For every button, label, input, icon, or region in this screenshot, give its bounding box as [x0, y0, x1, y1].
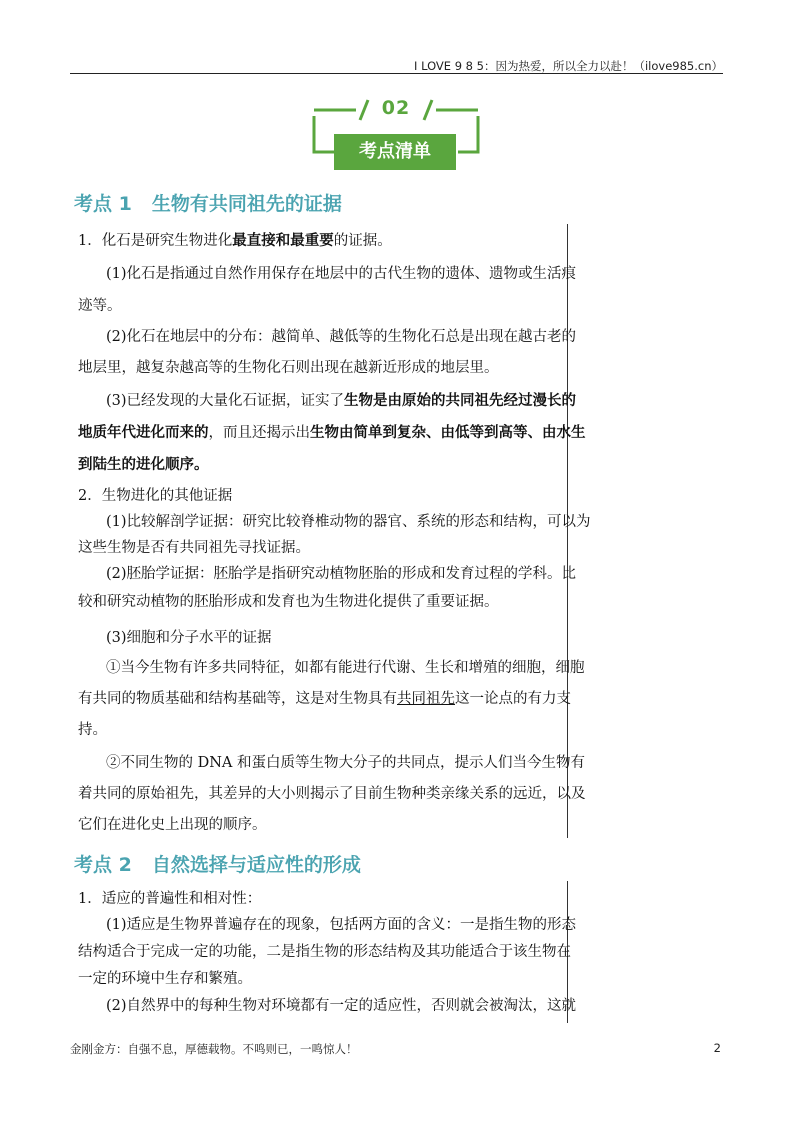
s1-line-11: 这些生物是否有共同祖先寻找证据。 [78, 540, 310, 556]
s1-line-20: 它们在进化史上出现的顺序。 [78, 817, 267, 833]
s1-line-2: (1)化石是指通过自然作用保存在地层中的古代生物的遗体、遗物或生活痕 [106, 266, 577, 282]
s1-line-7: 地质年代进化而来的，而且还揭示出生物由简单到复杂、由低等到高等、由水生 [78, 425, 586, 441]
s1-line-14: (3)细胞和分子水平的证据 [106, 630, 272, 646]
section-2-heading [74, 850, 361, 877]
s1-line-9: 2．生物进化的其他证据 [78, 488, 233, 504]
s1-line-5: 地层里，越复杂越高等的生物化石则出现在越新近形成的地层里。 [78, 360, 499, 376]
s2-line-1: 1．适应的普遍性和相对性： [78, 891, 262, 907]
s1-line-10: (1)比较解剖学证据：研究比较脊椎动物的器官、系统的形态和结构，可以为 [106, 514, 591, 530]
s1-line-17: 持。 [78, 722, 107, 738]
s1-line-12: (2)胚胎学证据：胚胎学是指研究动植物胚胎的形成和发育过程的学科。比 [106, 566, 577, 582]
s1-line-4: (2)化石在地层中的分布：越简单、越低等的生物化石总是出现在越古老的 [106, 329, 577, 345]
s1-line-13: 较和研究动植物的胚胎形成和发育也为生物进化提供了重要证据。 [78, 594, 499, 610]
s1-line-18: ②不同生物的 DNA 和蛋白质等生物大分子的共同点，提示人们当今生物有 [106, 755, 585, 771]
section-1-number: 考点 1 [74, 193, 132, 215]
s1-line-19: 着共同的原始祖先，其差异的大小则揭示了目前生物种类亲缘关系的远近，以及 [78, 786, 586, 802]
s2-line-5: (2)自然界中的每种生物对环境都有一定的适应性，否则就会被淘汰，这就 [106, 998, 577, 1014]
header-text: I LOVE 9 8 5：因为热爱，所以全力以赴！（ilove985.cn） [414, 59, 723, 73]
s2-line-2: (1)适应是生物界普遍存在的现象，包括两方面的含义：一是指生物的形态 [106, 917, 577, 933]
badge-title: 考点清单 [334, 134, 456, 170]
section-2-number: 考点 2 [74, 854, 132, 876]
page-number: 2 [713, 1041, 721, 1055]
header-rule [70, 73, 723, 74]
section-1-title: 生物有共同祖先的证据 [151, 193, 342, 215]
footer-motto: 金刚金方：自强不息，厚德载物。不鸣则已，一鸣惊人！ [70, 1042, 358, 1056]
badge-number: 02 [381, 97, 411, 119]
section-1-margin-rule [567, 224, 568, 838]
section-1-heading [74, 189, 342, 216]
section-2-title: 自然选择与适应性的形成 [151, 854, 361, 876]
s1-line-16: 有共同的物质基础和结构基础等，这是对生物具有共同祖先这一论点的有力支 [78, 691, 571, 707]
s1-line-15: ①当今生物有许多共同特征，如都有能进行代谢、生长和增殖的细胞，细胞 [106, 660, 585, 676]
s2-line-4: 一定的环境中生存和繁殖。 [78, 971, 252, 987]
s2-line-3: 结构适合于完成一定的功能，二是指生物的形态结构及其功能适合于该生物在 [78, 944, 571, 960]
s1-line-1: 1．化石是研究生物进化最直接和最重要的证据。 [78, 233, 392, 249]
s1-line-8: 到陆生的进化顺序。 [78, 457, 209, 473]
s1-line-6: (3)已经发现的大量化石证据，证实了生物是由原始的共同祖先经过漫长的 [106, 393, 577, 409]
s1-line-3: 迹等。 [78, 298, 122, 314]
